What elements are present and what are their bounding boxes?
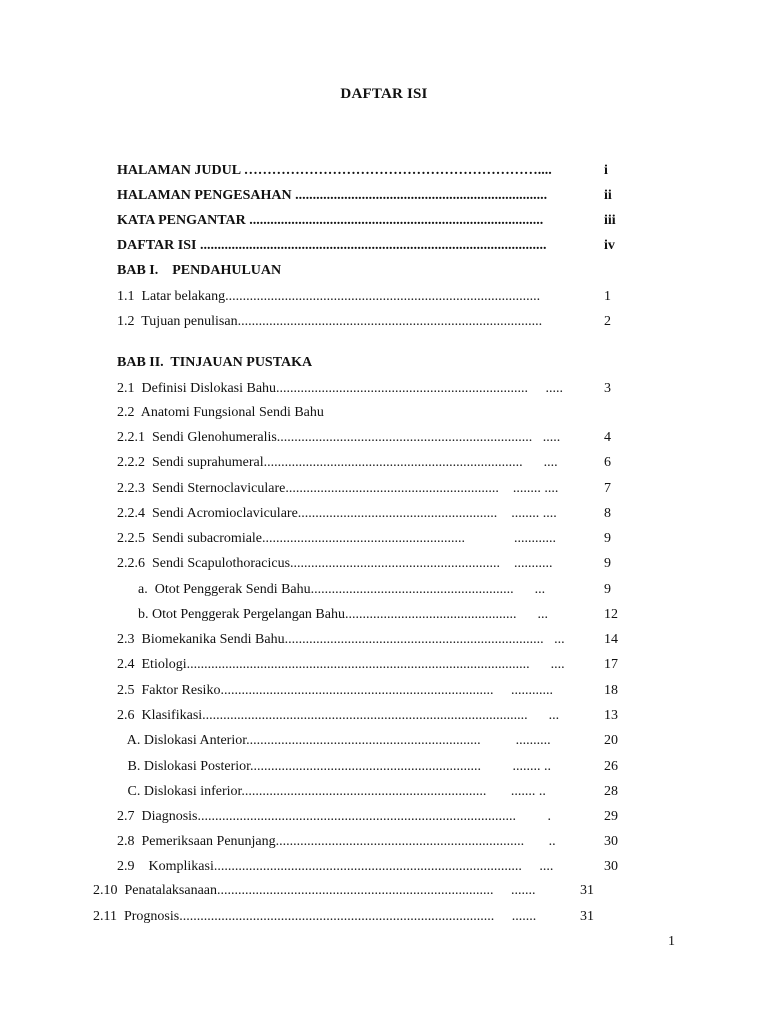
toc-entry-page: 12 — [604, 607, 618, 622]
toc-entry-page: 31 — [580, 883, 594, 898]
toc-entry — [117, 806, 634, 828]
toc-entry-label: 2.10 Penatalaksanaan............................................................................... ....... — [93, 883, 536, 898]
toc-entry-page: 29 — [604, 809, 618, 824]
toc-entry-label: 2.6 Klasifikasi............................................................................................. ... — [117, 708, 560, 723]
toc-entry — [117, 235, 634, 257]
toc-entry — [117, 831, 634, 853]
toc-entry-page: 28 — [604, 784, 618, 799]
toc-entry — [117, 528, 634, 550]
toc-entry-label: 2.2.3 Sendi Sternoclaviculare............................................................. ........ .... — [117, 481, 559, 496]
toc-entry-label: 2.2.1 Sendi Glenohumeralis......................................................................... ..... — [117, 430, 561, 445]
toc-entry-page: i — [604, 163, 608, 178]
toc-entry-page: 3 — [604, 381, 611, 396]
toc-entry-page: 17 — [604, 657, 618, 672]
page-title: DAFTAR ISI — [340, 86, 428, 102]
footer-page-number: 1 — [668, 934, 675, 949]
toc-entry-page: 18 — [604, 683, 618, 698]
toc-entry-page: 26 — [604, 759, 618, 774]
toc-entry — [117, 654, 634, 676]
toc-entry — [93, 880, 610, 902]
toc-entry — [117, 553, 634, 575]
toc-entry — [117, 756, 634, 778]
toc-entry-page: iv — [604, 238, 615, 253]
toc-entry-label: BAB II. TINJAUAN PUSTAKA — [117, 355, 313, 370]
toc-entry — [117, 629, 634, 651]
toc-entry — [117, 402, 634, 424]
toc-entry — [117, 856, 634, 878]
toc-entry-page: 31 — [580, 909, 594, 924]
toc-entry — [117, 286, 634, 308]
toc-entry — [117, 579, 634, 601]
toc-entry — [117, 185, 634, 207]
toc-entry — [117, 503, 634, 525]
toc-entry-label: 2.1 Definisi Dislokasi Bahu........................................................................ ..... — [117, 381, 564, 396]
toc-entry-label: 2.5 Faktor Resiko.............................................................................. ............ — [117, 683, 553, 698]
toc-entry-label: 2.2.4 Sendi Acromioclaviculare......................................................... ........ .... — [117, 506, 557, 521]
toc-entry-page: 8 — [604, 506, 611, 521]
toc-entry-label: C. Dislokasi inferior...................................................................... ....... .. — [117, 784, 546, 799]
toc-entry-page: 9 — [604, 531, 611, 546]
toc-entry-page: 6 — [604, 455, 611, 470]
toc-entry-page: 9 — [604, 582, 611, 597]
toc-entry-label: A. Dislokasi Anterior................................................................... .......... — [117, 733, 551, 748]
toc-entry — [117, 427, 634, 449]
toc-entry-label: 2.2.2 Sendi suprahumeral.......................................................................... .... — [117, 455, 558, 470]
toc-entry — [117, 210, 634, 232]
toc-entry-label: 2.3 Biomekanika Sendi Bahu.......................................................................... ... — [117, 632, 565, 647]
toc-entry-page: ii — [604, 188, 612, 203]
toc-entry-page: 2 — [604, 314, 611, 329]
toc-entry — [117, 781, 634, 803]
toc-entry-label: 2.2 Anatomi Fungsional Sendi Bahu — [117, 405, 324, 420]
toc-entry-page: 9 — [604, 556, 611, 571]
toc-entry-label: 2.2.5 Sendi subacromiale.......................................................... ............ — [117, 531, 557, 546]
toc-entry-page: 14 — [604, 632, 618, 647]
toc-entry — [93, 906, 610, 928]
toc-entry-label: 2.8 Pemeriksaan Penunjang....................................................................... .. — [117, 834, 556, 849]
toc-entry — [117, 730, 634, 752]
toc-entry-label: 2.7 Diagnosis........................................................................................... . — [117, 809, 551, 824]
toc-entry-label: 1.2 Tujuan penulisan....................................................................................... — [117, 314, 543, 329]
toc-entry-page: 13 — [604, 708, 618, 723]
toc-entry — [117, 604, 634, 626]
toc-entry-page: 30 — [604, 859, 618, 874]
toc-entry — [117, 160, 634, 182]
toc-entry-label: BAB I. PENDAHULUAN — [117, 263, 282, 278]
toc-entry — [117, 705, 634, 727]
toc-entry — [117, 680, 634, 702]
toc-entry-label: 2.9 Komplikasi........................................................................................ .... — [117, 859, 554, 874]
toc-entry-label: DAFTAR ISI ................................................................................................... — [117, 238, 547, 253]
toc-entry-label: 2.2.6 Sendi Scapulothoracicus............................................................ ........... — [117, 556, 553, 571]
toc-entry — [117, 478, 634, 500]
toc-entry-page: iii — [604, 213, 616, 228]
toc-entry-page: 1 — [604, 289, 611, 304]
toc-entry — [117, 378, 634, 400]
toc-entry — [117, 452, 634, 474]
toc-entry — [117, 352, 634, 374]
toc-entry-label: 2.11 Prognosis.......................................................................................... ....... — [93, 909, 537, 924]
toc-entry-label: 2.4 Etiologi.................................................................................................. .... — [117, 657, 565, 672]
toc-entry-label: HALAMAN PENGESAHAN ........................................................................ — [117, 188, 548, 203]
toc-entry-page: 4 — [604, 430, 611, 445]
toc-entry-label: a. Otot Penggerak Sendi Bahu.......................................................... ... — [117, 582, 546, 597]
toc-entry-label: B. Dislokasi Posterior.................................................................. ........ .. — [117, 759, 552, 774]
toc-entry-label: 1.1 Latar belakang.......................................................................................... — [117, 289, 541, 304]
toc-entry-label: b. Otot Penggerak Pergelangan Bahu................................................. ... — [117, 607, 548, 622]
toc-entry-page: 30 — [604, 834, 618, 849]
toc-entry-label: HALAMAN JUDUL ……………………………………………………….... — [117, 163, 552, 178]
toc-entry — [117, 260, 634, 282]
toc-entry-page: 20 — [604, 733, 618, 748]
toc-entry-label: KATA PENGANTAR .................................................................................... — [117, 213, 544, 228]
toc-entry — [117, 311, 634, 333]
toc-entry-page: 7 — [604, 481, 611, 496]
